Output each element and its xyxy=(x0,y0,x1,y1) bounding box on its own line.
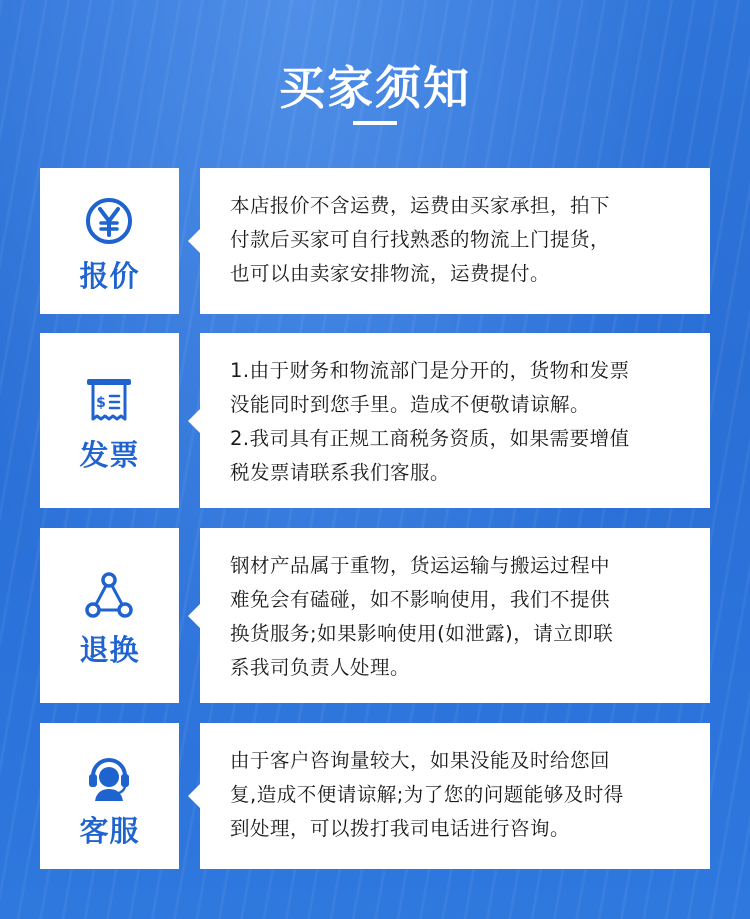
icon-card xyxy=(40,528,179,703)
description-line: 1.由于财务和物流部门是分开的，货物和发票 xyxy=(230,359,630,382)
title-underline xyxy=(353,121,397,125)
notice-item-quote xyxy=(40,168,710,314)
notice-item-return xyxy=(40,528,710,679)
headset-agent-icon xyxy=(84,751,134,801)
icon-card xyxy=(40,333,179,508)
description-line: 2.我司具有正规工商税务资质，如果需要增值 xyxy=(230,427,630,450)
yen-circle-icon xyxy=(84,196,134,246)
description-line: 税发票请联系我们客服。 xyxy=(230,461,451,484)
description-line: 由于客户咨询量较大，如果没能及时给您回 xyxy=(230,749,611,772)
description-line: 也可以由卖家安排物流，运费提付。 xyxy=(230,262,551,285)
description-line: 复,造成不便请谅解;为了您的问题能够及时得 xyxy=(230,783,624,806)
triangle-nodes-icon xyxy=(84,570,134,620)
description-line: 付款后买家可自行找熟悉的物流上门提货， xyxy=(230,228,611,251)
description-line: 系我司负责人处理。 xyxy=(230,656,411,679)
description-line: 换货服务;如果影响使用(如泄露)，请立即联 xyxy=(230,622,614,645)
item-label: 报价 xyxy=(79,259,140,293)
description-line: 到处理，可以拨打我司电话进行咨询。 xyxy=(230,817,571,840)
description-line: 难免会有磕碰，如不影响使用，我们不提供 xyxy=(230,588,611,611)
icon-card xyxy=(40,168,179,314)
description-line: 本店报价不含运费，运费由买家承担，拍下 xyxy=(230,194,611,217)
invoice-receipt-icon xyxy=(84,375,134,425)
item-label: 退换 xyxy=(79,633,140,667)
item-label: 发票 xyxy=(79,438,140,472)
page-title: 买家须知 xyxy=(279,61,471,115)
item-description xyxy=(200,333,710,508)
item-label: 客服 xyxy=(79,814,140,848)
notice-item-invoice xyxy=(40,333,710,484)
item-description xyxy=(200,723,710,869)
icon-card xyxy=(40,723,179,869)
description-line: 钢材产品属于重物，货运运输与搬运过程中 xyxy=(230,554,611,577)
item-description xyxy=(200,168,710,314)
description-line: 没能同时到您手里。造成不便敬请谅解。 xyxy=(230,393,591,416)
svg-text:$: $ xyxy=(96,395,106,411)
item-description xyxy=(200,528,710,703)
notice-item-service xyxy=(40,723,710,869)
